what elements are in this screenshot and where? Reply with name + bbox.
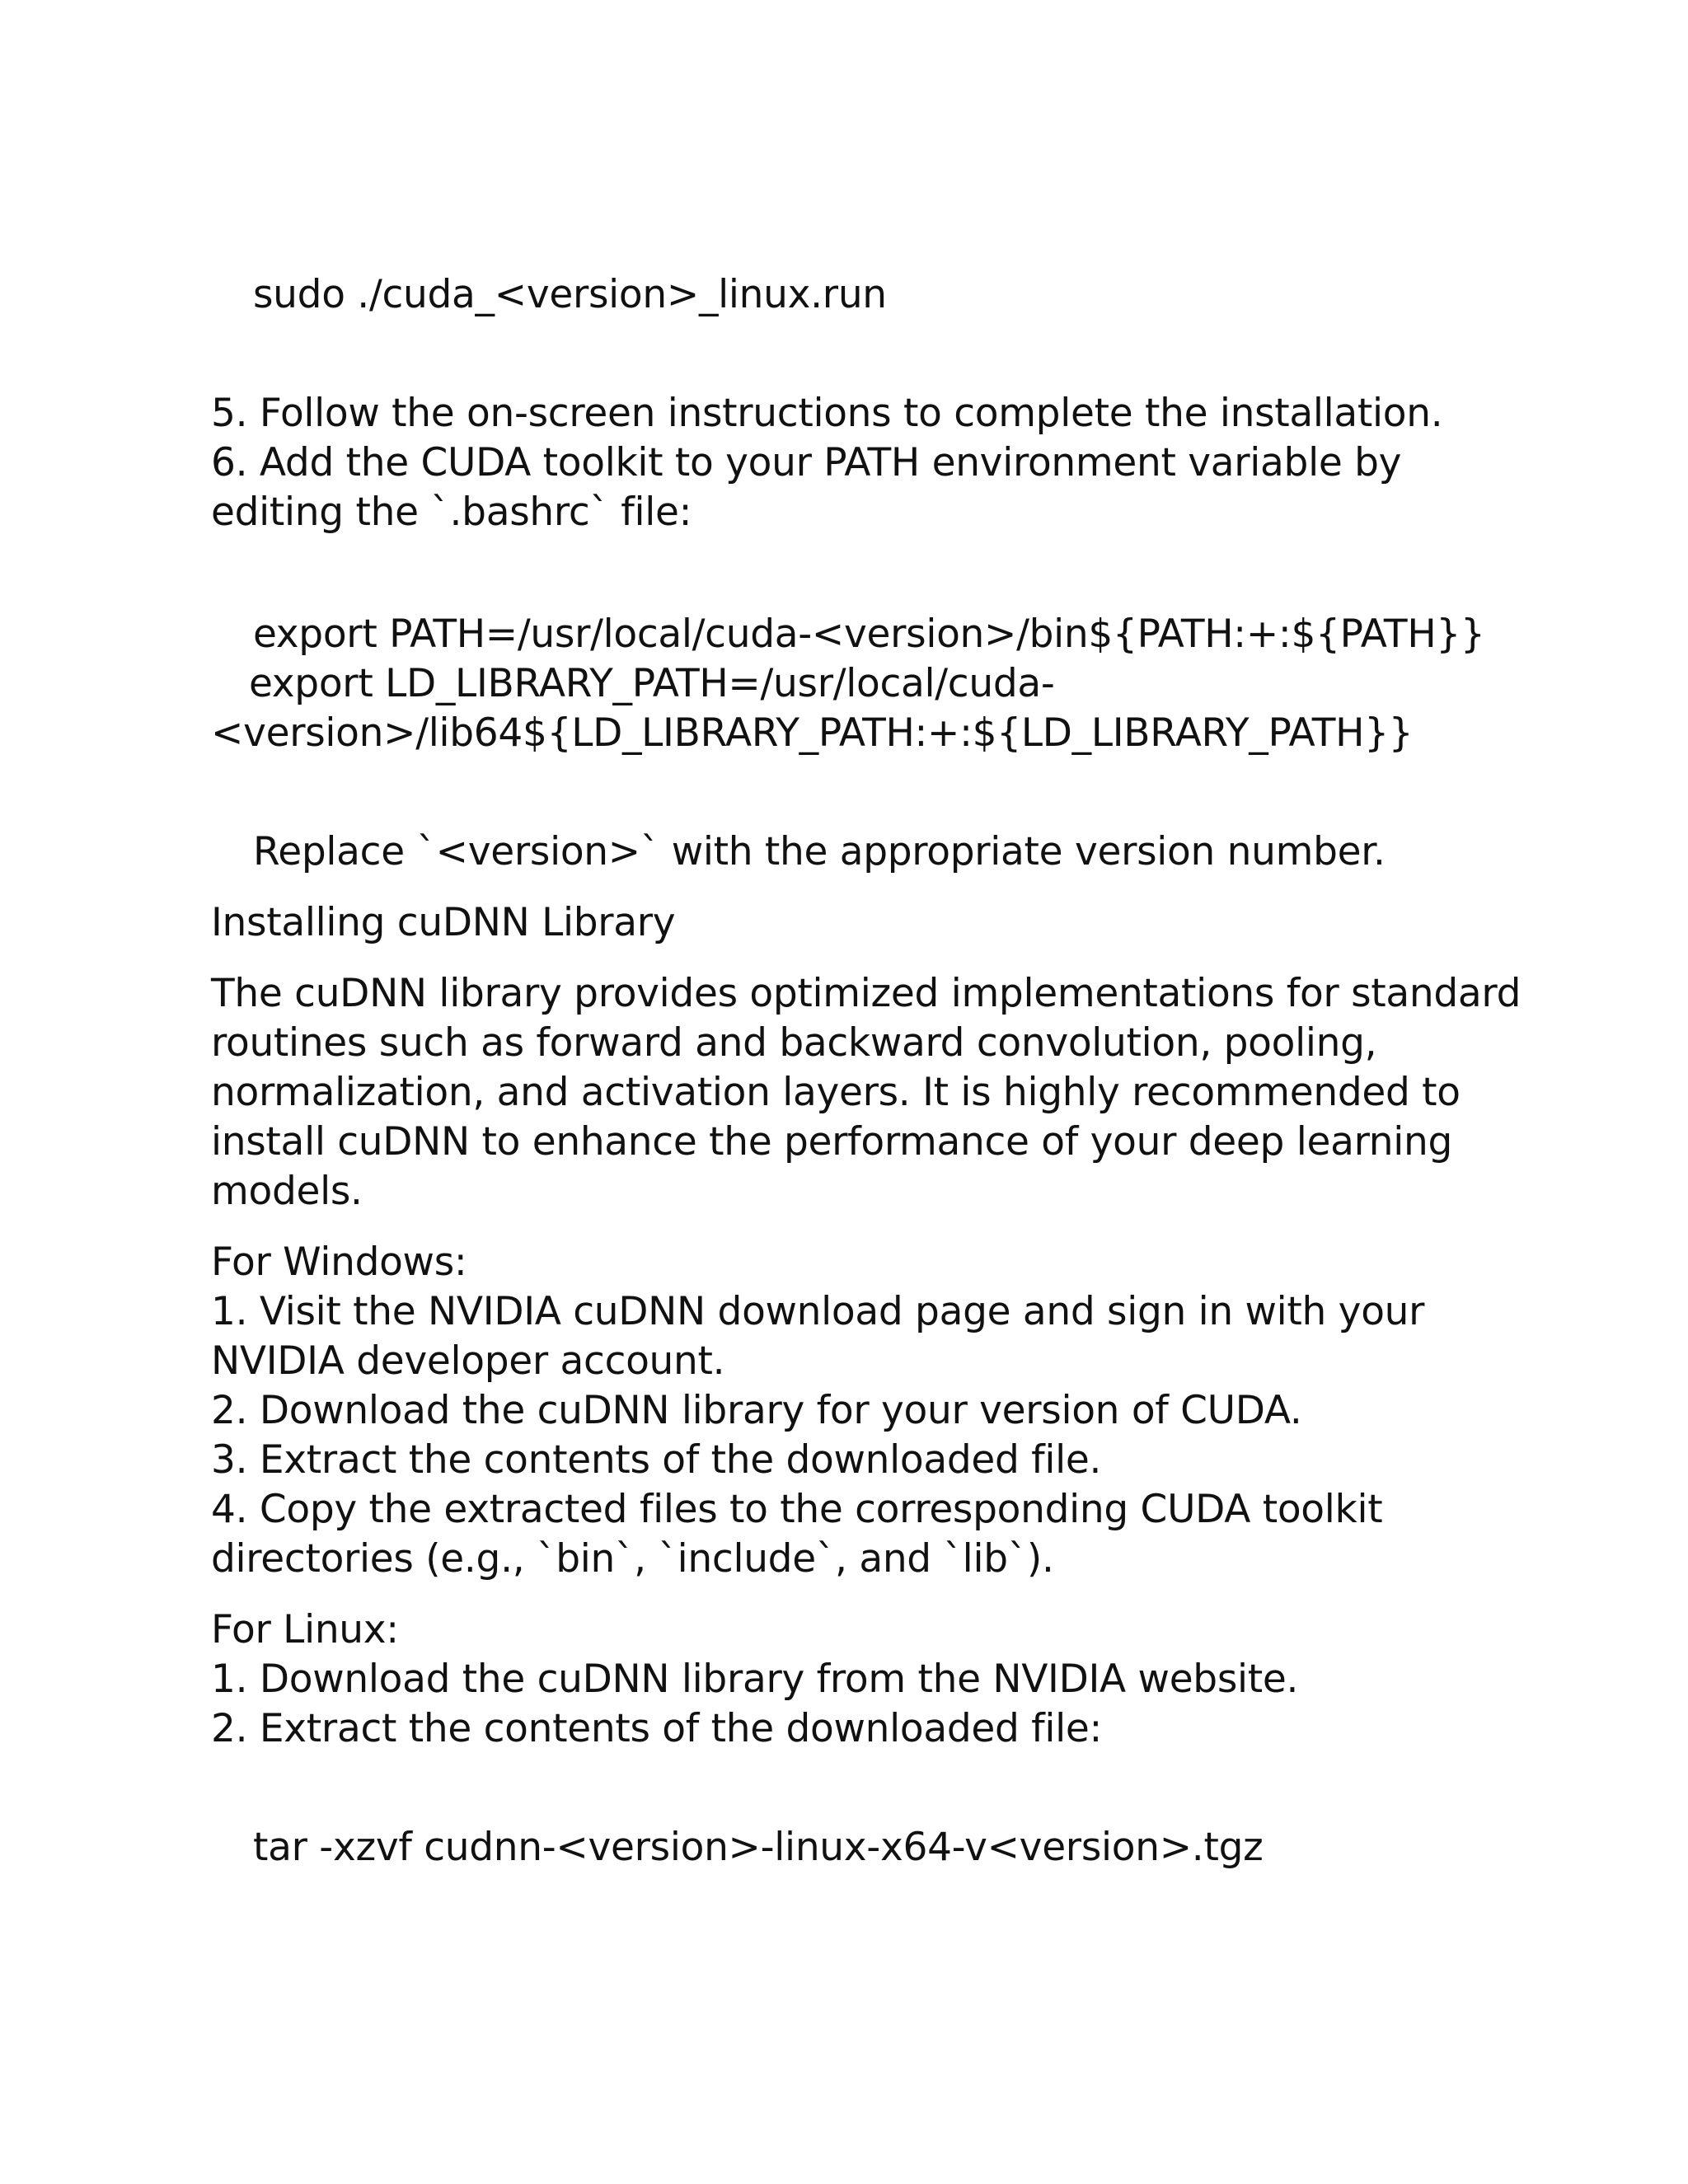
code-tar-command: tar -xzvf cudnn-<version>-linux-x64-v<version>.tgz <box>253 1825 1264 1870</box>
code-export-ld-library-path: export LD_LIBRARY_PATH=/usr/local/cuda- <box>249 661 1055 706</box>
windows-step-4: 4. Copy the extracted files to the corresponding CUDA toolkit <box>211 1487 1383 1532</box>
windows-step-1-cont: NVIDIA developer account. <box>211 1338 725 1384</box>
intro-line-2: routines such as forward and backward convolution, pooling, <box>211 1020 1377 1066</box>
intro-line-5: models. <box>211 1169 363 1214</box>
linux-step-2: 2. Extract the contents of the downloaded file: <box>211 1706 1103 1751</box>
step-5-text: 5. Follow the on-screen instructions to complete the installation. <box>211 391 1443 436</box>
windows-step-2: 2. Download the cuDNN library for your version of CUDA. <box>211 1388 1302 1433</box>
code-export-path: export PATH=/usr/local/cuda-<version>/bin${PATH:+:${PATH}} <box>253 612 1485 657</box>
step-6-continuation: editing the `.bashrc` file: <box>211 490 692 535</box>
step-6-text: 6. Add the CUDA toolkit to your PATH environment variable by <box>211 440 1402 485</box>
windows-step-4-cont: directories (e.g., `bin`, `include`, and `lib`). <box>211 1536 1054 1582</box>
section-heading: Installing cuDNN Library <box>211 900 676 945</box>
windows-step-1: 1. Visit the NVIDIA cuDNN download page and sign in with your <box>211 1289 1425 1334</box>
windows-step-3: 3. Extract the contents of the downloaded file. <box>211 1437 1102 1483</box>
linux-title: For Linux: <box>211 1607 399 1652</box>
windows-title: For Windows: <box>211 1240 467 1285</box>
code-install-command: sudo ./cuda_<version>_linux.run <box>253 272 887 317</box>
linux-step-1: 1. Download the cuDNN library from the NVIDIA website. <box>211 1657 1299 1702</box>
intro-line-1: The cuDNN library provides optimized implementations for standard <box>211 971 1522 1016</box>
intro-line-4: install cuDNN to enhance the performance of your deep learning <box>211 1119 1453 1165</box>
code-export-ld-library-path-cont: <version>/lib64${LD_LIBRARY_PATH:+:${LD_LIBRARY_PATH}} <box>211 710 1414 756</box>
replace-version-note: Replace `<version>` with the appropriate version number. <box>253 829 1386 874</box>
intro-line-3: normalization, and activation layers. It is highly recommended to <box>211 1070 1461 1115</box>
